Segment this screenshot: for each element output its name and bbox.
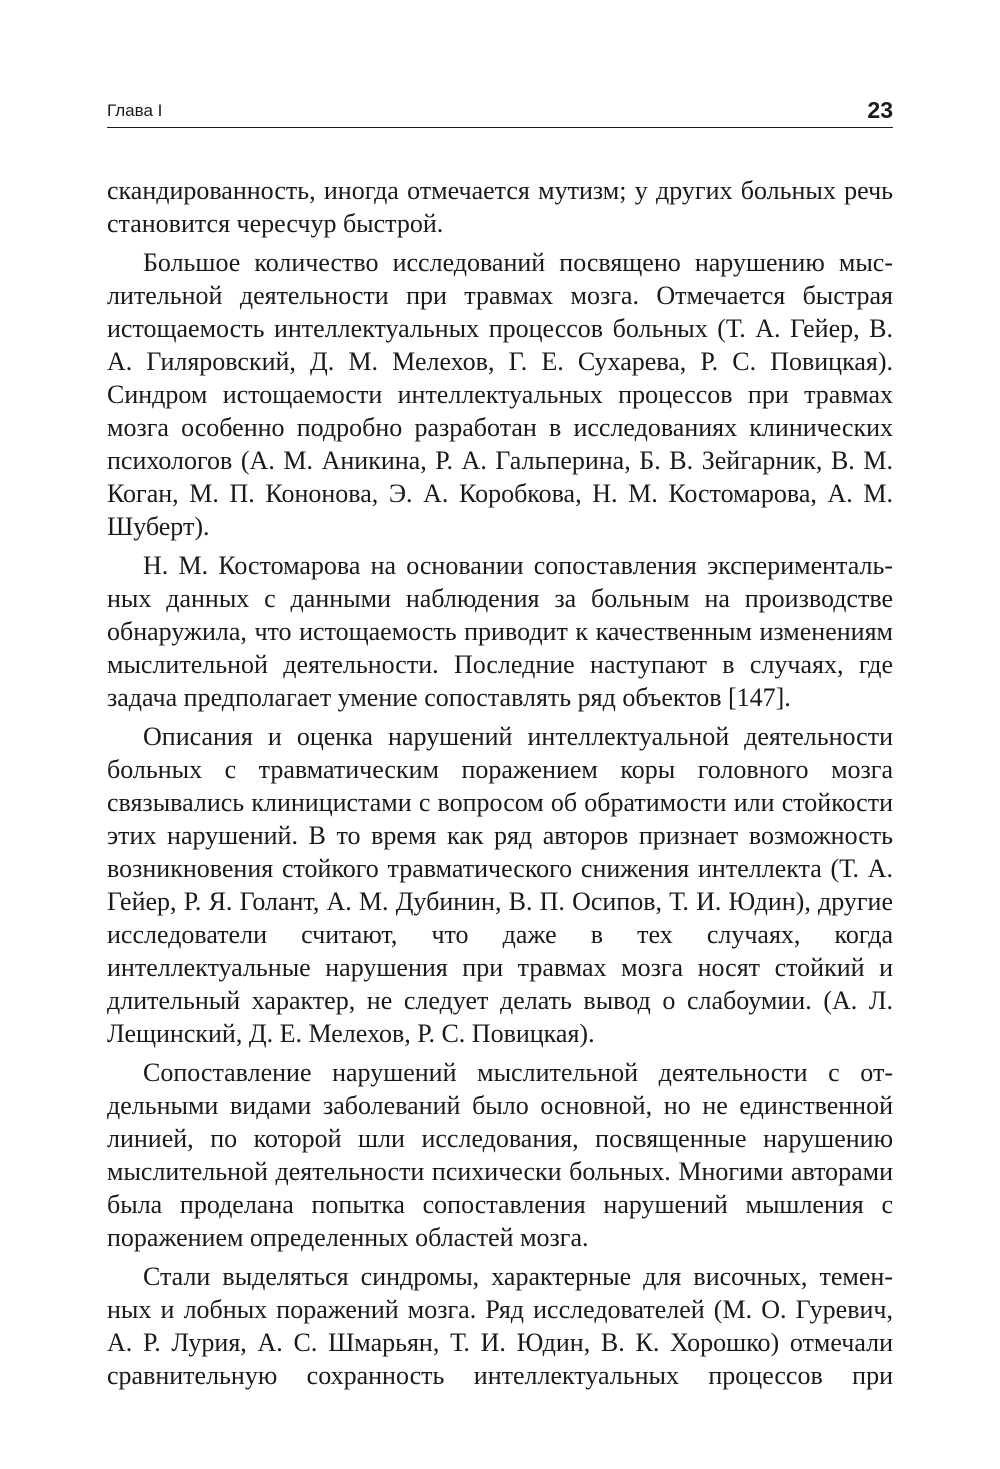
paragraph: Описания и оценка нарушений интеллектуальной деятельности больных с травматическим поражением коры головного мозга связывались клиницистами с вопросом об обратимости или стойкости этих нарушений. В то время как ряд авторов признает возможность возникновения стойкого травматического снижения интеллекта (Т. А. Гейер, Р. Я. Голант, А. М. Дубинин, В. П. Осипов, Т. И. Юдин), другие исследователи считают, что даже в тех случаях, когда интеллектуальные нарушения при травмах мозга носят стойкий и длительный характер, не следует делать вывод о слабоумии. (А. Л. Лещинский, Д. Е. Мелехов, Р. С. Повицкая).: [107, 722, 893, 1048]
paragraph: Н. М. Костомарова на основании сопоставления экспериментальных данных с данными наблюдения за больным на производстве обнаружила, что истощаемость приводит к качественным изменениям мыслительной деятельности. Последние наступают в случаях, где задача предполагает умение сопоставлять ряд объектов [147].: [107, 551, 893, 712]
paragraph: скандированность, иногда отмечается мутизм; у других больных речь становится чересчур быстрой.: [107, 176, 893, 238]
paragraph: Стали выделяться синдромы, характерные для височных, теменных и лобных поражений мозга. Ряд исследователей (М. О. Гуревич, А. Р. Лурия, А. С. Шмарьян, Т. И. Юдин, В. К. Хорошко) отмечали сравнительную сохранность интеллектуальных процессов при: [107, 1262, 893, 1390]
body-text: [107, 174, 893, 1392]
page-number: 23: [867, 97, 893, 123]
paragraph: Сопоставление нарушений мыслительной деятельности с отдельными видами заболеваний было основной, но не единственной линией, по которой шли исследования, посвященные нарушению мыслительной деятельности психически больных. Многими авторами была проделана попытка сопоставления нарушений мышления с поражением определенных областей мозга.: [107, 1058, 893, 1252]
running-header: [107, 97, 893, 128]
paragraph: Большое количество исследований посвящено нарушению мыслительной деятельности при травмах мозга. Отмечается быстрая истощаемость интеллектуальных процессов больных (Т. А. Гейер, В. А. Гиляровский, Д. М. Мелехов, Г. Е. Сухарева, Р. С. Повицкая). Синдром истощаемости интеллектуальных процессов при травмах мозга особенно подробно разработан в исследованиях клинических психологов (А. М. Аникина, Р. А. Гальперина, Б. В. Зейгарник, В. М. Коган, М. П. Кононова, Э. А. Коробкова, Н. М. Костомарова, А. М. Шуберт).: [107, 248, 893, 541]
chapter-label: Глава I: [107, 101, 163, 120]
